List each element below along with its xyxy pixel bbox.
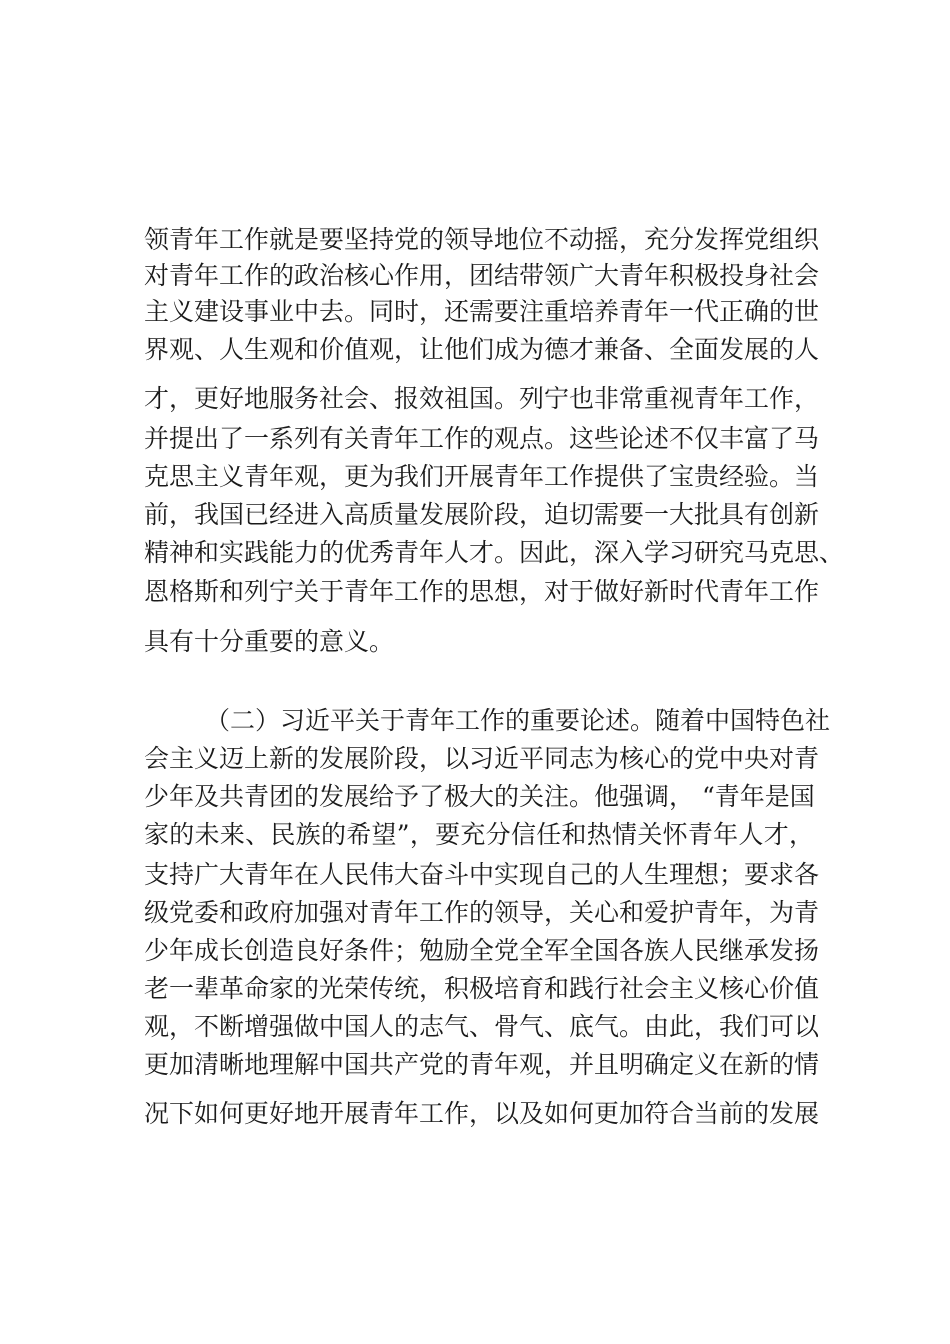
paragraph-2-line: 观，不断增强做中国人的志气、骨气、底气。由此，我们可以 [144,1012,820,1041]
paragraph-1-line: 并提出了一系列有关青年工作的观点。这些论述不仅丰富了马 [144,424,820,453]
paragraph-2-line: 支持广大青年在人民伟大奋斗中实现自己的人生理想；要求各 [144,860,820,889]
paragraph-1-line: 具有十分重要的意义。 [144,627,395,656]
paragraph-2-line: 老一辈革命家的光荣传统，积极培育和践行社会主义核心价值 [144,974,820,1003]
paragraph-1-line: 界观、人生观和价值观，让他们成为德才兼备、全面发展的人 [144,335,820,364]
paragraph-1-line: 才，更好地服务社会、报效祖国。列宁也非常重视青年工作， [144,384,820,413]
paragraph-2-line: 少年及共青团的发展给予了极大的关注。他强调， “青年是国 [144,782,815,811]
paragraph-1-line: 克思主义青年观，更为我们开展青年工作提供了宝贵经验。当 [144,462,820,491]
paragraph-2-line: （二）习近平关于青年工作的重要论述。随着中国特色社 [205,706,831,735]
paragraph-1-line: 精神和实践能力的优秀青年人才。因此，深入学习研究马克思、 [144,538,845,567]
paragraph-1-line: 恩格斯和列宁关于青年工作的思想，对于做好新时代青年工作 [144,577,820,606]
paragraph-1-line: 主义建设事业中去。同时，还需要注重培养青年一代正确的世 [144,297,820,326]
paragraph-1-line: 前，我国已经进入高质量发展阶段，迫切需要一大批具有创新 [144,500,820,529]
paragraph-2-line: 级党委和政府加强对青年工作的领导，关心和爱护青年，为青 [144,898,820,927]
paragraph-2-line: 少年成长创造良好条件；勉励全党全军全国各族人民继承发扬 [144,936,820,965]
paragraph-2-line: 更加清晰地理解中国共产党的青年观，并且明确定义在新的情 [144,1050,820,1079]
paragraph-2-line: 会主义迈上新的发展阶段，以习近平同志为核心的党中央对青 [144,744,820,773]
paragraph-1-line: 领青年工作就是要坚持党的领导地位不动摇，充分发挥党组织 [144,225,820,254]
paragraph-1-line: 对青年工作的政治核心作用，团结带领广大青年积极投身社会 [144,261,820,290]
paragraph-2-line: 家的未来、民族的希望”，要充分信任和热情关怀青年人才， [144,820,814,849]
paragraph-2-line: 况下如何更好地开展青年工作，以及如何更加符合当前的发展 [144,1099,820,1128]
